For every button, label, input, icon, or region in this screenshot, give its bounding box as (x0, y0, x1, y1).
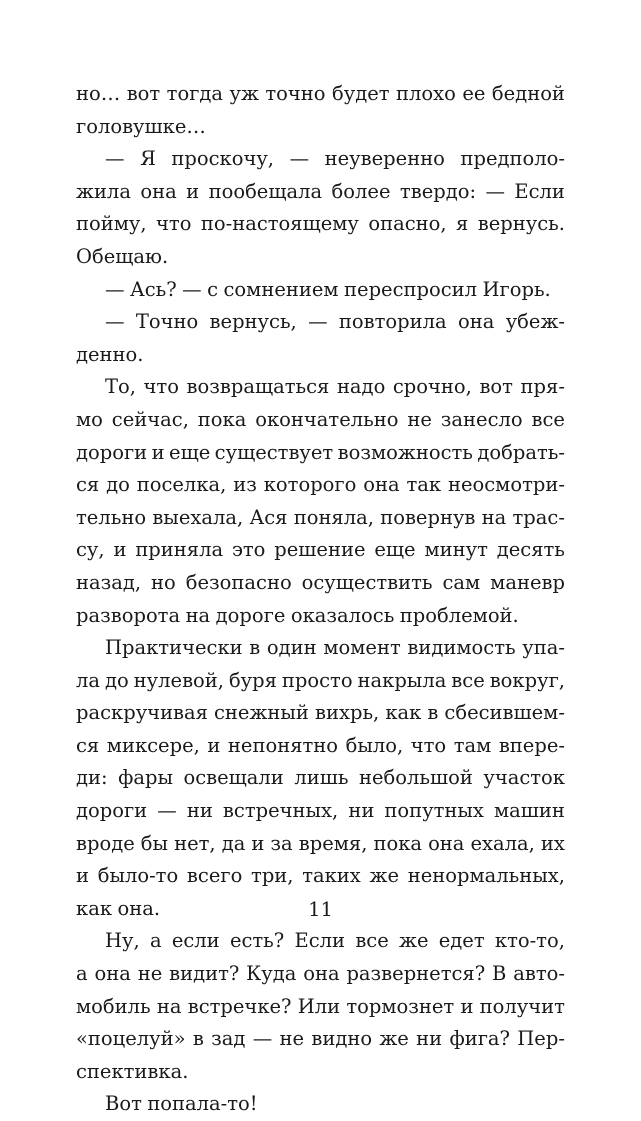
text-line: тельно выехала, Ася поняла, повернув на трас- (76, 505, 565, 529)
text-line: Обещаю. (76, 244, 169, 268)
page-number: 11 (308, 898, 333, 921)
text-line: мо сейчас, пока окончательно не занесло все (76, 407, 565, 431)
text-line: То, что возвращаться надо срочно, вот пря- (105, 375, 565, 399)
text-line: дороги и еще существует возможность добрать- (76, 440, 565, 464)
text-line: вроде бы нет, да и за время, пока она ехала, их (76, 831, 565, 855)
text-line: назад, но безопасно осуществить сам маневр (76, 570, 565, 594)
text-line: ся миксере, и непонятно было, что там впере- (76, 733, 565, 757)
text-line: денно. (76, 342, 144, 366)
text-line: — Ась? — с сомнением переспросил Игорь. (105, 277, 551, 301)
text-line: спективка. (76, 1059, 189, 1083)
text-line: ди: фары освещали лишь небольшой участок (76, 766, 565, 790)
text-line: Вот попала-то! (105, 1092, 258, 1116)
text-line: жила она и пообещала более твердо: — Если (76, 179, 565, 203)
text-line: головушке… (76, 114, 206, 138)
text-line: «поцелуй» в зад — не видно же ни фига? Пер- (76, 1027, 565, 1051)
text-line: пойму, что по-настоящему опасно, я вернусь. (76, 212, 565, 236)
text-line: су, и приняла это решение еще минут десять (76, 538, 565, 562)
text-line: а она не видит? Куда она развернется? В авто- (76, 962, 565, 986)
text-line: — Точно вернусь, — повторила она убеж- (105, 310, 565, 334)
text-line: но… вот тогда уж точно будет плохо ее бедной (76, 82, 565, 105)
text-line: разворота на дороге оказалось проблемой. (76, 603, 519, 627)
text-line: мобиль на встречке? Или тормознет и получит (76, 994, 565, 1018)
body-text (76, 78, 565, 1121)
text-line: Практически в один момент видимость упа- (105, 636, 565, 660)
text-line: раскручивая снежный вихрь, как в сбесившем- (76, 701, 565, 725)
text-line: и было-то всего три, таких же ненормальных, (76, 864, 565, 888)
text-line: — Я проскочу, — неуверенно предполо- (105, 147, 565, 171)
text-line: ся до поселка, из которого она так неосмотри- (76, 473, 565, 497)
text-line: Ну, а если есть? Если все же едет кто-то, (105, 929, 565, 953)
text-line: дороги — ни встречных, ни попутных машин (76, 799, 565, 823)
text-line: как она. (76, 896, 161, 920)
text-line: ла до нулевой, буря просто накрыла все вокруг, (76, 668, 565, 692)
